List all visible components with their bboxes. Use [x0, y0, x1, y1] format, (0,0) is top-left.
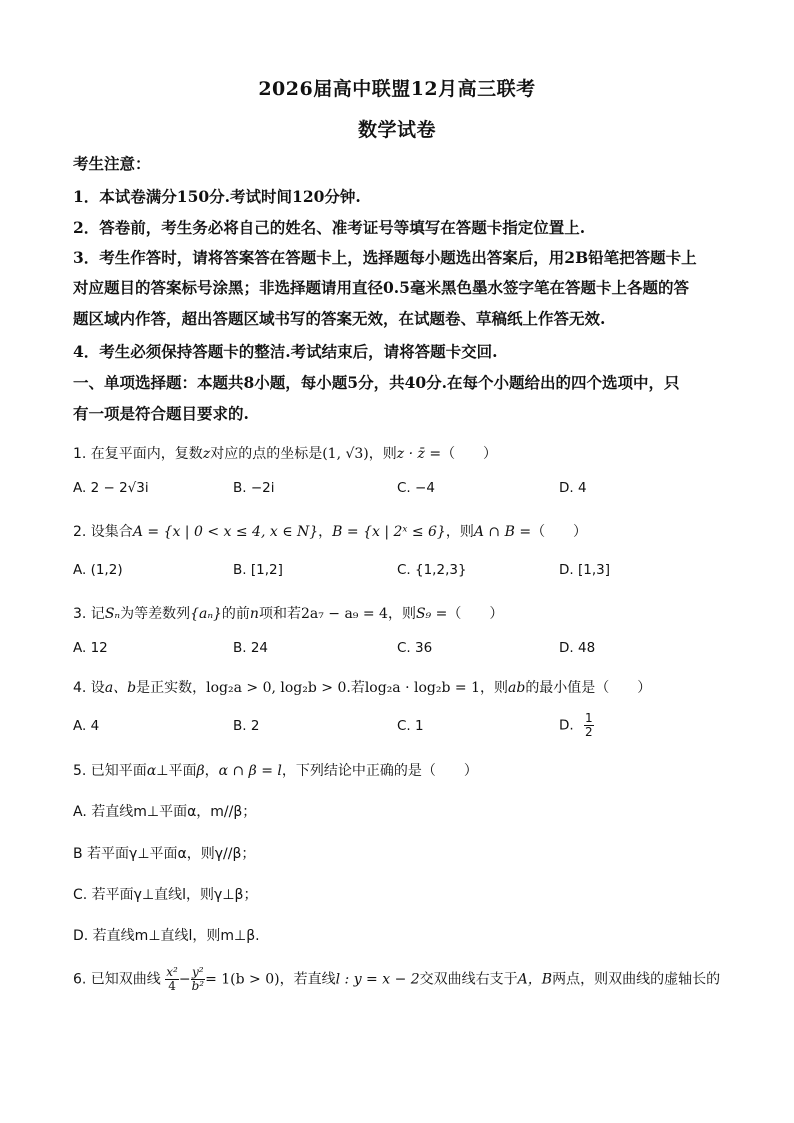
question-5-option-d: D. 若直线m⊥直线l，则m⊥β.: [73, 928, 260, 944]
question-3-option-c: C. 36: [397, 640, 433, 656]
question-4-option-d: D. $\frac{1}{2}$: [559, 711, 593, 739]
question-2-option-b: B. [1,2]: [233, 562, 283, 578]
question-4-option-a: A. 4: [73, 718, 100, 734]
notice-item-3-line-1: 3．考生作答时，请将答案答在答题卡上，选择题每小题选出答案后，用2B铅笔把答题卡上: [73, 248, 697, 267]
fraction-x-squared-over-4: $\frac{\text{x²}}{4}$: [166, 965, 178, 993]
question-6-stem: 6. 已知双曲线 $\frac{\text{x²}}{4}$ − $\frac{\text{y²}}{\text{b²}}$ = 1(b > 0)，若直线l : y = x − 2交双曲线右支于A，B两点，则双曲线的虚轴长的: [73, 965, 721, 993]
exam-subtitle: 数学试卷: [357, 119, 436, 141]
question-5-stem: 5. 已知平面α⊥平面β，α ∩ β = l，下列结论中正确的是（ ）: [73, 763, 478, 779]
question-2-option-a: A. (1,2): [73, 562, 123, 578]
question-3-stem: 3. 记Sₙ为等差数列{aₙ}的前n项和若2a₇ − a₉ = 4，则S₉ =（ ）: [73, 606, 504, 622]
question-4-option-c: C. 1: [397, 718, 424, 734]
notice-item-4: 4．考生必须保持答题卡的整洁.考试结束后，请将答题卡交回.: [73, 342, 498, 361]
fraction-y-squared-over-b-squared: $\frac{\text{y²}}{\text{b²}}$: [191, 965, 205, 993]
notice-item-3-line-2: 对应题目的答案标号涂黑；非选择题请用直径0.5毫米黑色墨水签字笔在答题卡上各题的答: [73, 278, 689, 297]
notice-item-2: 2．答卷前，考生务必将自己的姓名、准考证号等填写在答题卡指定位置上.: [73, 218, 586, 237]
question-4-option-b: B. 2: [233, 718, 260, 734]
question-3-option-b: B. 24: [233, 640, 269, 656]
section-1-heading-line-2: 有一项是符合题目要求的.: [73, 404, 249, 423]
question-1-option-b: B. −2i: [233, 480, 275, 496]
exam-title: 2026届高中联盟12月高三联考: [258, 78, 536, 100]
question-5-option-b: B 若平面γ⊥平面α，则γ//β；: [73, 846, 256, 862]
notice-item-3-line-3: 题区域内作答，超出答题区域书写的答案无效，在试题卷、草稿纸上作答无效.: [73, 309, 606, 328]
question-5-option-a: A. 若直线m⊥平面α，m//β；: [73, 804, 257, 820]
question-1-option-d: D. 4: [559, 480, 587, 496]
fraction-one-half: $\frac{1}{2}$: [584, 711, 593, 739]
question-3-option-d: D. 48: [559, 640, 596, 656]
question-1-option-c: C. −4: [397, 480, 435, 496]
question-2-option-c: C. {1,2,3}: [397, 562, 467, 578]
notice-heading: 考生注意：: [73, 154, 151, 173]
question-3-option-a: A. 12: [73, 640, 108, 656]
question-1-option-a: A. 2 − 2√3i: [73, 480, 149, 496]
section-1-heading-line-1: 一、单项选择题：本题共8小题，每小题5分，共40分.在每个小题给出的四个选项中，只: [73, 373, 680, 392]
question-2-stem: 2. 设集合A = {x | 0 < x ≤ 4, x ∈ N}，B = {x | 2ˣ ≤ 6}，则A ∩ B =（ ）: [73, 524, 588, 540]
question-5-option-c: C. 若平面γ⊥直线l，则γ⊥β；: [73, 887, 258, 903]
question-2-option-d: D. [1,3]: [559, 562, 610, 578]
notice-item-1: 1．本试卷满分150分.考试时间120分钟.: [73, 187, 361, 206]
question-4-stem: 4. 设a、b是正实数，log₂a > 0, log₂b > 0.若log₂a · log₂b = 1，则ab的最小值是（ ）: [73, 680, 652, 696]
question-1-stem: 1. 在复平面内，复数z对应的点的坐标是(1, √3)，则z · z̄ =（ ）: [73, 446, 498, 462]
